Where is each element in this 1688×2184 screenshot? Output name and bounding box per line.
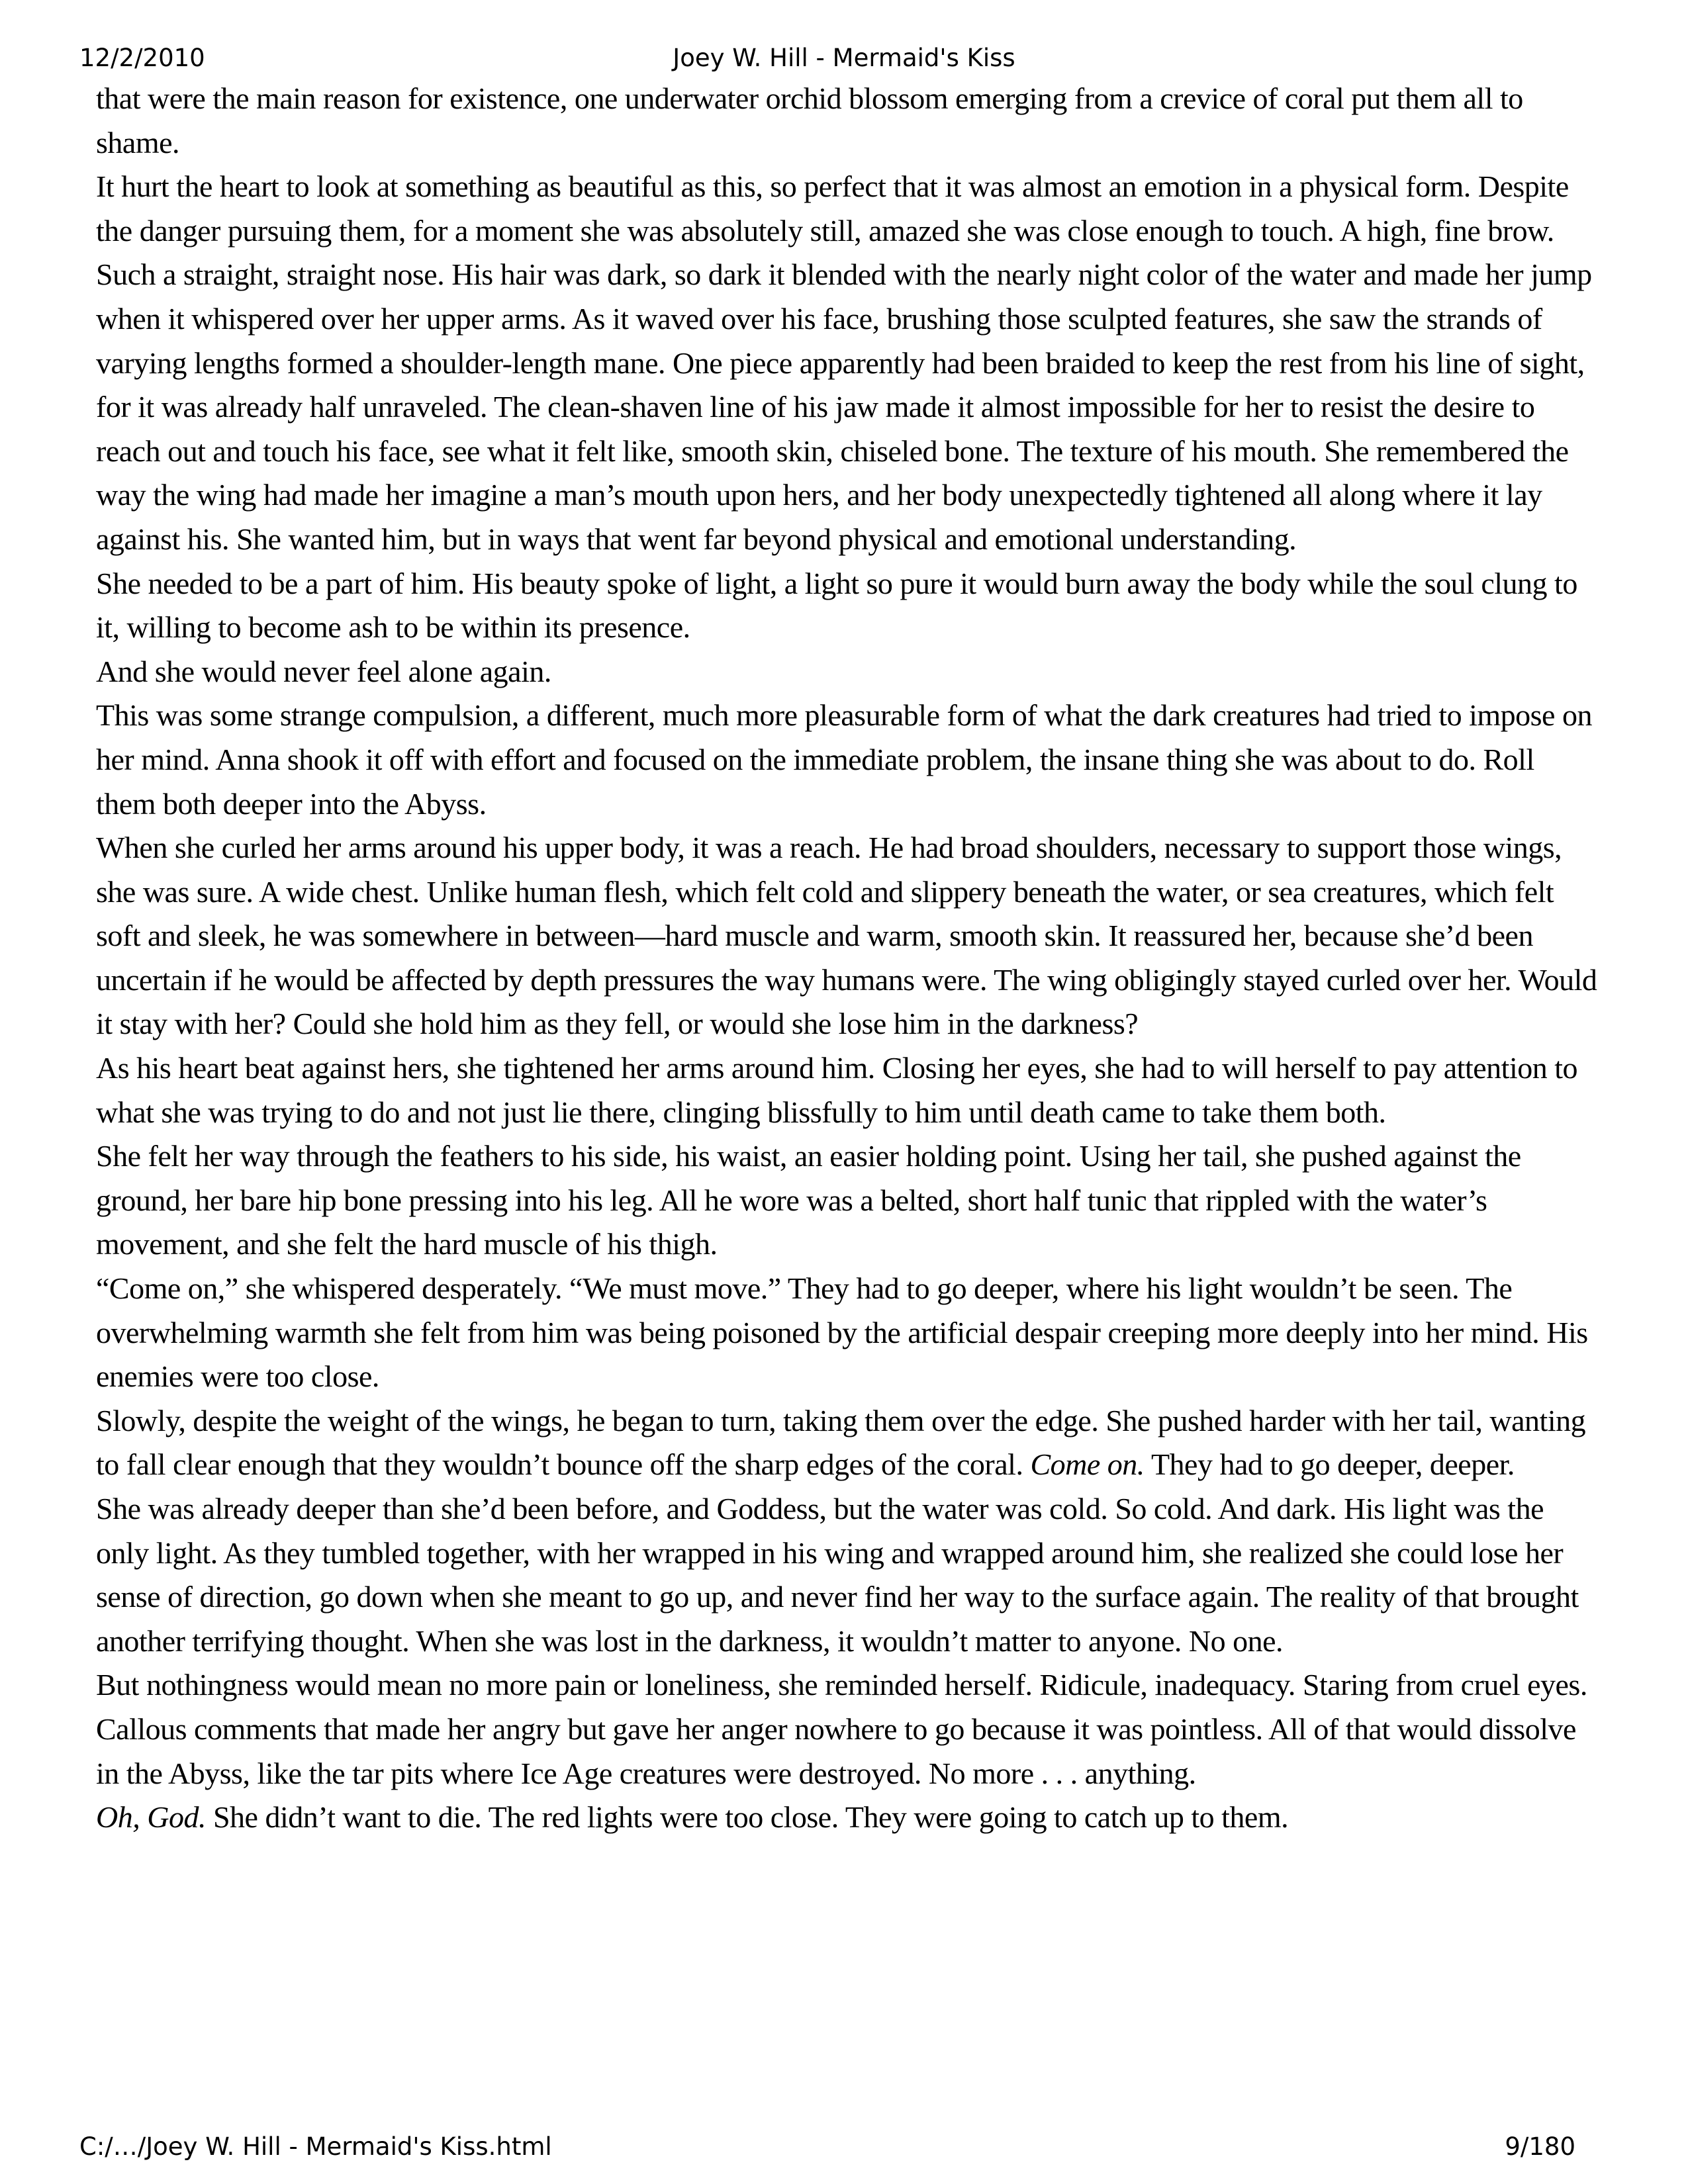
- paragraph: She felt her way through the feathers to his side, his waist, an easier holding point. Using her tail, she pushed against the ground, her bare hip bone pressing into his leg. All he wore was a belted, short half tunic that rippled with the water’s movement, and she felt the hard muscle of his thigh.: [96, 1139, 1521, 1261]
- paragraph: But nothingness would mean no more pain or loneliness, she reminded herself. Ridicule, inadequacy. Staring from cruel eyes. Callous comments that made her angry but gave her anger nowhere to go because it was pointless. All of that would dissolve in the Abyss, like the tar pits where Ice Age creatures were destroyed. No more . . . anything.: [96, 1668, 1587, 1790]
- paragraph-text: Slowly, despite the weight of the wings, he began to turn, taking them over the edge. She pushed harder with her tail, wanting to fall clear enough that they wouldn’t bounce off the sharp edges of the coral.: [96, 1403, 1586, 1482]
- paragraph: She needed to be a part of him. His beauty spoke of light, a light so pure it would burn away the body while the soul clung to it, willing to become ash to be within its presence.: [96, 566, 1577, 645]
- paragraph: This was some strange compulsion, a different, much more pleasurable form of what the dark creatures had tried to impose on her mind. Anna shook it off with effort and focused on the immediate problem, the insane thing she was about to do. Roll them both deeper into the Abyss.: [96, 698, 1592, 821]
- paragraph: As his heart beat against hers, she tightened her arms around him. Closing her eyes, she had to will herself to pay attention to what she was trying to do and not just lie there, clinging blissfully to him until death came to take them both.: [96, 1051, 1577, 1129]
- page-content: [96, 77, 1599, 1840]
- paragraph: When she curled her arms around his upper body, it was a reach. He had broad shoulders, necessary to support those wings, she was sure. A wide chest. Unlike human flesh, which felt cold and slippery beneath the water, or sea creatures, which felt soft and sleek, he was somewhere in between—hard muscle and warm, smooth skin. It reassured her, because she’d been uncertain if he would be affected by depth pressures the way humans were. The wing obligingly stayed curled over her. Would it stay with her? Could she hold him as they fell, or would she lose him in the darkness?: [96, 831, 1597, 1041]
- header-title: Joey W. Hill - Mermaid's Kiss: [673, 44, 1015, 72]
- paragraph: It hurt the heart to look at something as beautiful as this, so perfect that it was almost an emotion in a physical form. Despite the danger pursuing them, for a moment she was absolutely still, amazed she was close enough to touch. A high, fine brow. Such a straight, straight nose. His hair was dark, so dark it blended with the nearly night color of the water and made her jump when it whispered over her upper arms. As it waved over his face, brushing those sculpted features, she saw the strands of varying lengths formed a shoulder-length mane. One piece apparently had been braided to keep the rest from his line of sight, for it was already half unraveled. The clean-shaven line of his jaw made it almost impossible for her to resist the desire to reach out and touch his face, see what it felt like, smooth skin, chiseled bone. The texture of his mouth. She remembered the way the wing had made her imagine a man’s mouth upon hers, and her body unexpectedly tightened all along where it lay against his. She wanted him, but in ways that went far beyond physical and emotional understanding.: [96, 169, 1592, 556]
- header-date: 12/2/2010: [79, 44, 205, 72]
- paragraph-text: She didn’t want to die. The red lights were too close. They were going to catch up to them.: [205, 1800, 1289, 1835]
- italic-text: Oh, God.: [96, 1800, 206, 1835]
- paragraph: “Come on,” she whispered desperately. “We must move.” They had to go deeper, where his light wouldn’t be seen. The overwhelming warmth she felt from him was being poisoned by the artificial despair creeping more deeply into her mind. His enemies were too close.: [96, 1271, 1588, 1394]
- footer-file-path: C:/…/Joey W. Hill - Mermaid's Kiss.html: [79, 2132, 552, 2161]
- paragraph: [96, 1399, 1599, 1487]
- paragraph-text: They had to go deeper, deeper.: [1144, 1447, 1515, 1482]
- italic-text: Come on.: [1030, 1447, 1145, 1482]
- paragraph: And she would never feel alone again.: [96, 654, 551, 688]
- paragraph: She was already deeper than she’d been before, and Goddess, but the water was cold. So cold. And dark. His light was the only light. As they tumbled together, with her wrapped in his wing and wrapped around him, she realized she could lose her sense of direction, go down when she meant to go up, and never find her way to the surface again. The reality of that brought another terrifying thought. When she was lost in the darkness, it wouldn’t matter to anyone. No one.: [96, 1492, 1579, 1658]
- paragraph: that were the main reason for existence, one underwater orchid blossom emerging from a crevice of coral put them all to shame.: [96, 81, 1523, 159]
- paragraph: [96, 1796, 1599, 1840]
- footer-page-number: 9/180: [1505, 2132, 1575, 2161]
